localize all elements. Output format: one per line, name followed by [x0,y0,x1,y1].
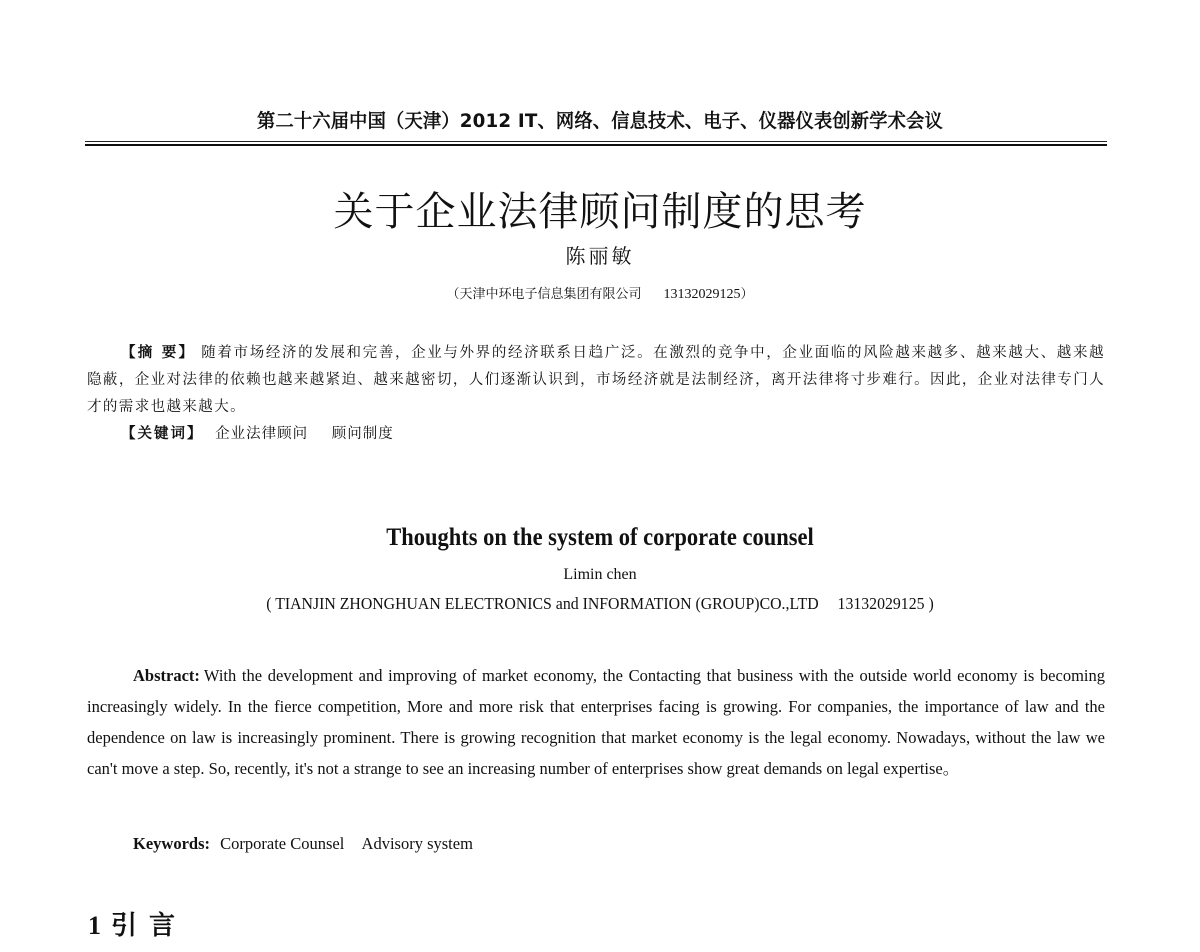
english-title: Thoughts on the system of corporate counsel [386,524,814,551]
affiliation-phone: 13132029125 [837,594,925,613]
chinese-author: 陈丽敏 [565,244,635,268]
affiliation-open-paren: ( [266,594,272,613]
chinese-abstract-label: 【摘 要】 [121,345,196,361]
english-affiliation [42,594,1158,614]
chinese-keyword: 企业法律顾问 [215,426,309,442]
affiliation-close-paren: ） [740,287,754,302]
section-heading [88,905,187,942]
english-abstract-label: Abstract: [133,666,200,685]
header-rule-thin [85,141,1107,142]
chinese-keywords [121,421,412,448]
chinese-abstract-text: 随着市场经济的发展和完善，企业与外界的经济联系日趋广泛。在激烈的竞争中，企业面临的风险越来越多、越来越大、越来越隐蔽，企业对法律的依赖也越来越紧迫、越来越密切，人们逐渐认识到，市场经济就是法制经济，离开法律将寸步难行。因此，企业对法律专门人才的需求也越来越大。 [87,345,1105,415]
english-abstract [87,660,1105,784]
affiliation-name: 天津中环电子信息集团有限公司 [459,287,642,302]
english-author: Limin chen [563,566,637,583]
chinese-keyword: 顾问制度 [331,426,394,442]
english-keywords-label: Keywords: [133,834,210,853]
chinese-abstract [87,340,1105,421]
affiliation-open-paren: （ [446,287,460,302]
chinese-title: 关于企业法律顾问制度的思考 [333,189,867,235]
english-keyword: Corporate Counsel [220,834,345,853]
section-title: 引言 [111,911,188,941]
english-keyword: Advisory system [361,834,473,853]
chinese-keywords-label: 【关键词】 [121,426,204,442]
affiliation-phone: 13132029125 [663,287,741,302]
affiliation-close-paren: ) [928,594,934,613]
header-rule-thick [85,144,1107,146]
chinese-affiliation [0,283,1200,303]
section-number: 1 [88,911,103,940]
english-abstract-text: With the development and improving of market economy, the Contacting that business with the outside world economy is becoming increasingly widely. In the fierce competition, More and more risk that enterprises facing is growing. For companies, the importance of law and the dependence on law is increasingly prominent. There is growing recognition that market economy is the legal economy. Nowadays, without the law we can't move a step. So, recently, it's not a strange to see an increasing number of enterprises show great demands on legal expertise。 [87,666,1105,778]
running-header: 第二十六届中国（天津）2012 IT、网络、信息技术、电子、仪器仪表创新学术会议 [257,110,943,132]
affiliation-name: TIANJIN ZHONGHUAN ELECTRONICS and INFORMATION (GROUP)CO.,LTD [275,594,819,613]
english-keywords [133,834,487,854]
